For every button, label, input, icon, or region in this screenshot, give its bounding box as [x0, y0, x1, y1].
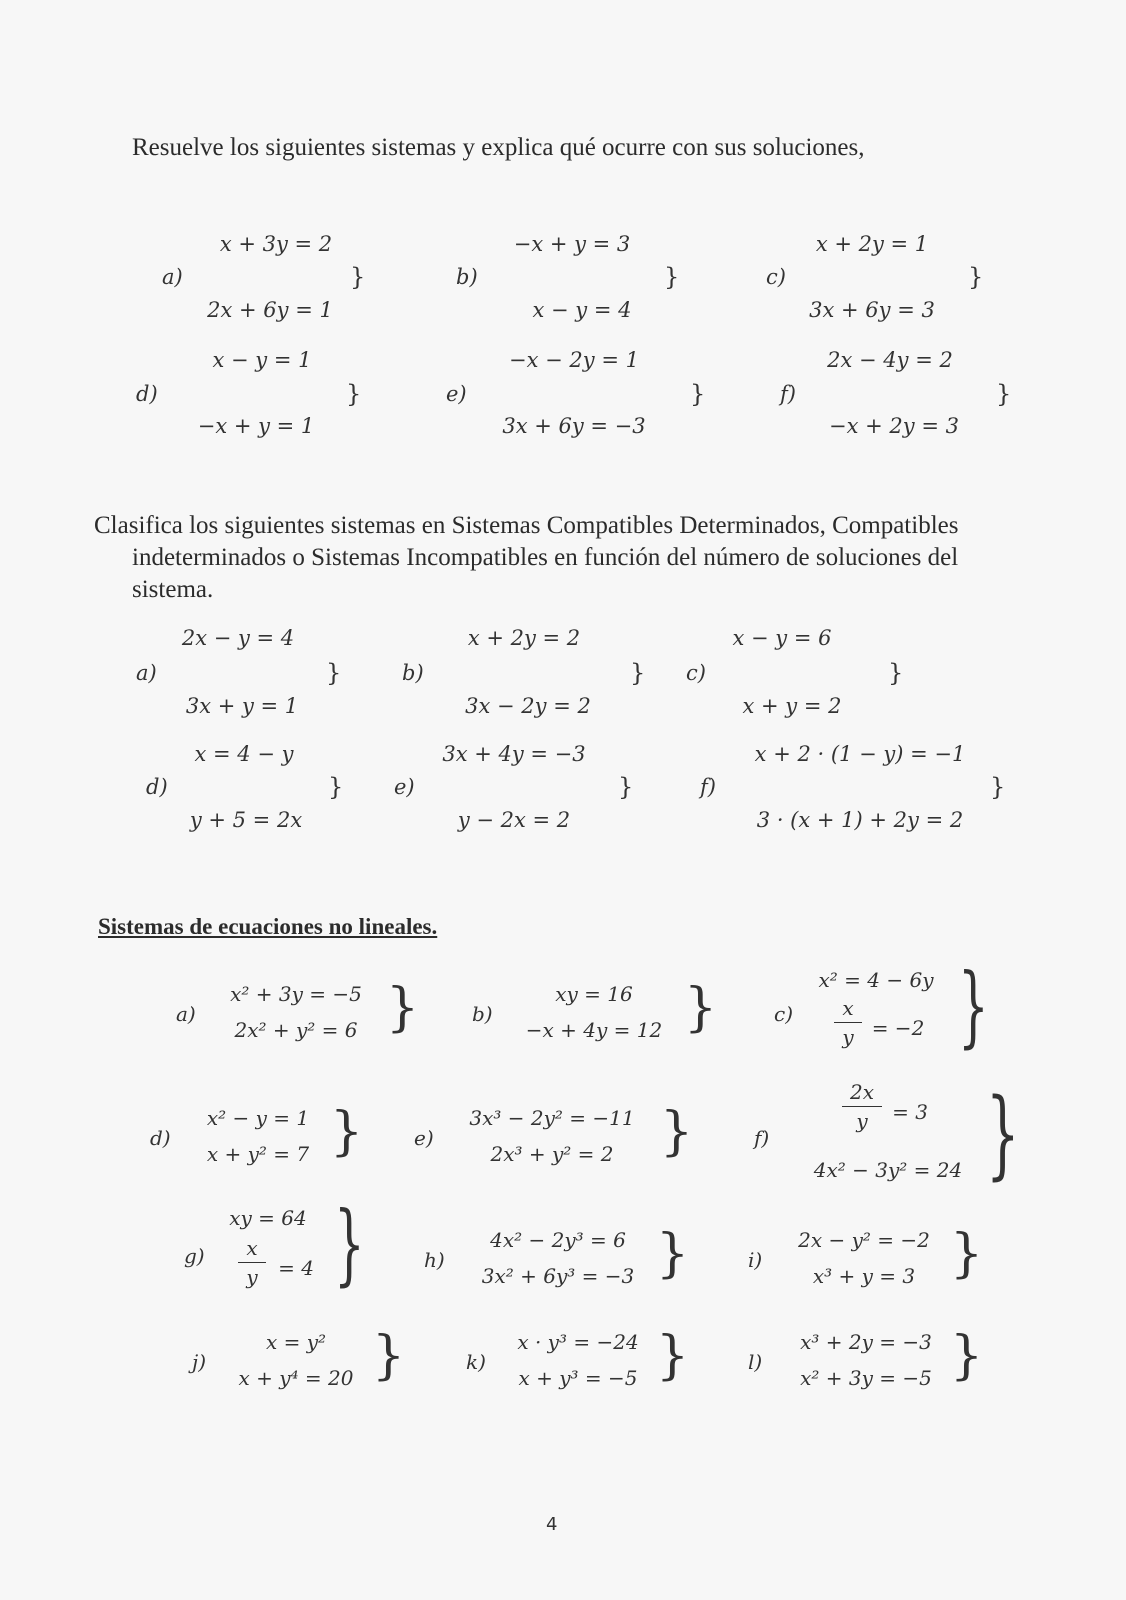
- system-label: f): [700, 775, 716, 799]
- equation-2: x³ + y = 3: [812, 1264, 916, 1288]
- brace: }: [684, 978, 718, 1038]
- equation-2: x − y = 4: [532, 298, 632, 322]
- system-label: d): [150, 1126, 171, 1150]
- brace: }: [958, 954, 989, 1057]
- brace: }: [888, 659, 904, 687]
- brace: }: [986, 1078, 1020, 1190]
- numerator: x: [246, 1236, 258, 1260]
- system-label: i): [748, 1248, 763, 1272]
- brace: }: [330, 1102, 364, 1162]
- fraction-rhs: = −2: [871, 1016, 925, 1040]
- system-label: d): [146, 775, 168, 799]
- equation-1: 3x³ − 2y² = −11: [469, 1106, 635, 1130]
- brace: }: [630, 659, 646, 687]
- brace: }: [372, 1326, 406, 1386]
- brace: }: [950, 1326, 984, 1386]
- system-label: b): [456, 265, 478, 289]
- brace: }: [990, 773, 1006, 801]
- equation-2: 4x² − 3y² = 24: [813, 1158, 963, 1182]
- fraction: [842, 1080, 882, 1133]
- equation-2: 2x + 6y = 1: [207, 298, 333, 322]
- brace: }: [328, 773, 344, 801]
- equation-2: 3x + 6y = 3: [809, 298, 935, 322]
- equation-1: 2x − y² = −2: [798, 1228, 930, 1252]
- system-label: a): [136, 661, 157, 685]
- equation-1: x = 4 − y: [194, 742, 294, 766]
- system-label: e): [446, 382, 467, 406]
- equation-2: 3x² + 6y³ = −3: [481, 1264, 635, 1288]
- system-label: c): [766, 265, 786, 289]
- system-label: f): [754, 1126, 770, 1150]
- denominator: y: [856, 1109, 868, 1133]
- equation-2: x + y = 2: [742, 694, 842, 718]
- system-label: a): [176, 1002, 196, 1026]
- system-label: g): [184, 1244, 205, 1268]
- fraction-bar: [842, 1106, 882, 1107]
- brace: }: [656, 1224, 690, 1284]
- equation-2: y − 2x = 2: [457, 808, 571, 832]
- brace: }: [334, 1192, 365, 1295]
- equation-1: 2x − y = 4: [181, 626, 295, 650]
- equation-1: x + 3y = 2: [219, 232, 333, 256]
- equation-1: x + 2 · (1 − y) = −1: [754, 742, 966, 766]
- brace: }: [996, 380, 1012, 408]
- equation-2: −x + 2y = 3: [829, 414, 959, 438]
- brace: }: [326, 659, 342, 687]
- brace: }: [346, 380, 362, 408]
- system-label: k): [466, 1350, 486, 1374]
- system-label: a): [162, 265, 183, 289]
- equation-2: 3x + 6y = −3: [502, 414, 646, 438]
- equation-1: x + 2y = 2: [467, 626, 581, 650]
- equation-2: x + y⁴ = 20: [238, 1366, 354, 1390]
- equation-1: 4x² − 2y³ = 6: [490, 1228, 626, 1252]
- equation-2: −x + 4y = 12: [525, 1018, 663, 1042]
- equation-2: −x + y = 1: [197, 414, 315, 438]
- instruction-2-line-3: sistema.: [132, 576, 214, 603]
- brace: }: [660, 1102, 694, 1162]
- equation-2: 3x + y = 1: [185, 694, 299, 718]
- equation-1: x − y = 6: [732, 626, 832, 650]
- equation-2: 2x³ + y² = 2: [490, 1142, 614, 1166]
- denominator: y: [842, 1025, 854, 1049]
- system-label: f): [780, 382, 796, 406]
- system-label: c): [774, 1002, 794, 1026]
- numerator: x: [842, 996, 854, 1020]
- equation-1: 2x − 4y = 2: [827, 348, 953, 372]
- system-label: j): [192, 1350, 207, 1374]
- equation-2: 3 · (x + 1) + 2y = 2: [756, 808, 964, 832]
- brace: }: [664, 263, 680, 291]
- system-label: h): [424, 1248, 445, 1272]
- equation-1: xy = 64: [229, 1206, 307, 1230]
- fraction-bar: [834, 1022, 862, 1023]
- fraction-bar: [238, 1262, 266, 1263]
- equation-1: x² + 3y = −5: [230, 982, 362, 1006]
- equation-1: x · y³ = −24: [517, 1330, 639, 1354]
- fraction: [834, 996, 862, 1049]
- equation-1: x² = 4 − 6y: [818, 968, 934, 992]
- system-label: l): [748, 1350, 763, 1374]
- fraction: [238, 1236, 266, 1289]
- equation-2: x + y² = 7: [206, 1142, 310, 1166]
- equation-1: x = y²: [265, 1330, 327, 1354]
- system-label: b): [472, 1002, 493, 1026]
- brace: }: [350, 263, 366, 291]
- instruction-1: Resuelve los siguientes sistemas y explica qué ocurre con sus soluciones,: [132, 134, 865, 161]
- section-heading-nonlinear: Sistemas de ecuaciones no lineales.: [98, 914, 438, 939]
- fraction-rhs: = 3: [892, 1100, 928, 1124]
- equation-2: 3x − 2y = 2: [465, 694, 591, 718]
- system-label: b): [402, 661, 424, 685]
- brace: }: [950, 1224, 984, 1284]
- brace: }: [386, 978, 420, 1038]
- system-label: e): [394, 775, 415, 799]
- equation-1: −x + y = 3: [513, 232, 631, 256]
- system-label: c): [686, 661, 706, 685]
- denominator: y: [246, 1265, 258, 1289]
- equation-2: y + 5 = 2x: [189, 808, 303, 832]
- equation-2: 2x² + y² = 6: [234, 1018, 358, 1042]
- brace: }: [656, 1326, 690, 1386]
- equation-2: x + y³ = −5: [518, 1366, 638, 1390]
- page-number: 4: [546, 1514, 558, 1535]
- equation-1: x − y = 1: [212, 348, 312, 372]
- brace: }: [690, 380, 706, 408]
- instruction-2-line-2: indeterminados o Sistemas Incompatibles en función del número de soluciones del: [132, 544, 959, 571]
- brace: }: [618, 773, 634, 801]
- system-label: d): [136, 382, 158, 406]
- instruction-2-line-1: Clasifica los siguientes sistemas en Sistemas Compatibles Determinados, Compatibles: [94, 512, 959, 539]
- brace: }: [968, 263, 984, 291]
- equation-1: x + 2y = 1: [815, 232, 929, 256]
- numerator: 2x: [849, 1080, 874, 1104]
- equation-2: x² + 3y = −5: [800, 1366, 932, 1390]
- equation-1: xy = 16: [555, 982, 633, 1006]
- equation-1: −x − 2y = 1: [509, 348, 639, 372]
- fraction-rhs: = 4: [278, 1256, 314, 1280]
- equation-1: x³ + 2y = −3: [800, 1330, 932, 1354]
- system-label: e): [414, 1126, 434, 1150]
- equation-1: 3x + 4y = −3: [442, 742, 586, 766]
- equation-1: x² − y = 1: [206, 1106, 310, 1130]
